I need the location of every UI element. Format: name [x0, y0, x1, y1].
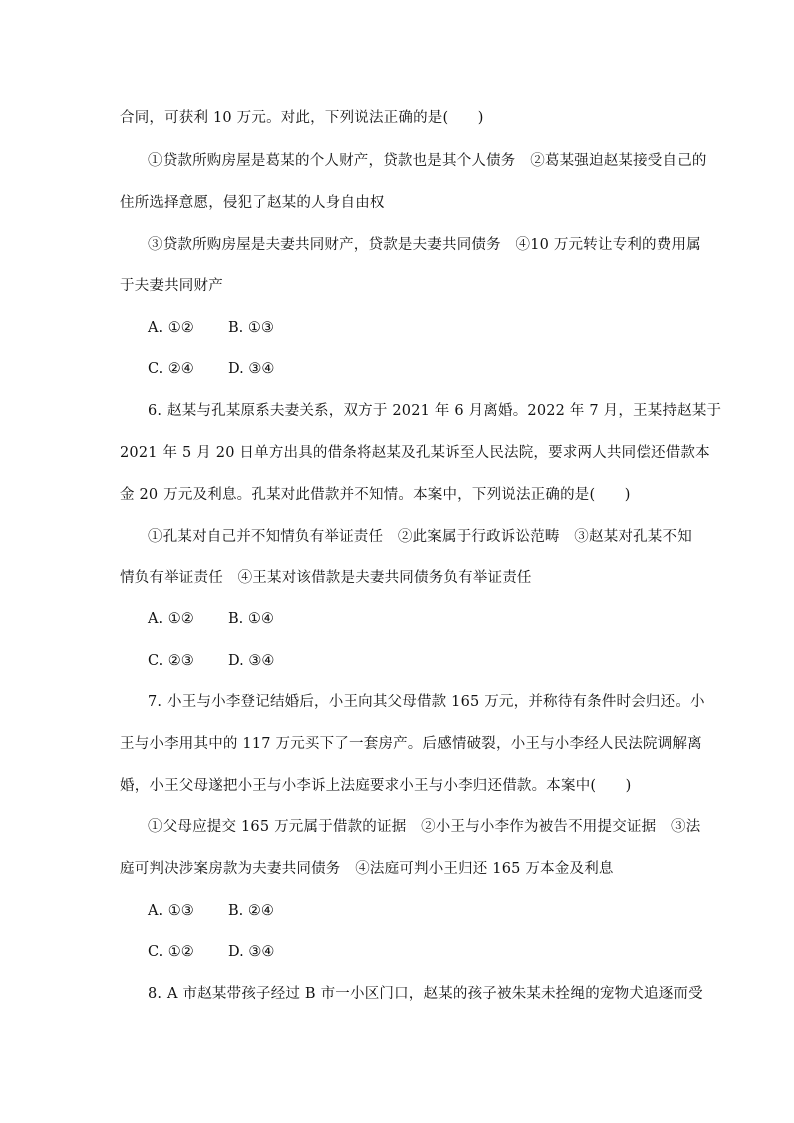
option-d: D. ③④ [228, 361, 275, 377]
option-a: A. ①② [148, 320, 194, 336]
option-c: C. ①② [148, 944, 194, 960]
question-6-text: 6. 赵某与孔某原系夫妻关系，双方于 2021 年 6 月离婚。2022 年 7 月，王某持赵某于 [148, 403, 722, 419]
statements-line: 庭可判决涉案房款为夫妻共同债务 ④法庭可判小王归还 165 万本金及利息 [120, 861, 614, 877]
options-row [148, 651, 308, 671]
options-row [148, 901, 308, 921]
question-6-text: 金 20 万元及利息。孔某对此借款并不知情。本案中，下列说法正确的是( ) [120, 487, 631, 503]
statements-line: 情负有举证责任 ④王某对该借款是夫妻共同债务负有举证责任 [120, 570, 532, 586]
statements-line: ①孔某对自己并不知情负有举证责任 ②此案属于行政诉讼范畴 ③赵某对孔某不知 [148, 529, 692, 545]
statements-line: ③贷款所购房屋是夫妻共同财产，贷款是夫妻共同债务 ④10 万元转让专利的费用属 [148, 237, 701, 253]
options-row [148, 318, 308, 338]
option-a: A. ①③ [148, 903, 194, 919]
option-b: B. ①④ [228, 611, 274, 627]
question-7-text: 王与小李用其中的 117 万元买下了一套房产。后感情破裂，小王与小李经人民法院调解离 [120, 736, 702, 752]
option-d: D. ③④ [228, 944, 275, 960]
statements-line: ①贷款所购房屋是葛某的个人财产，贷款也是其个人债务 ②葛某强迫赵某接受自己的 [148, 153, 707, 169]
option-a: A. ①② [148, 611, 194, 627]
statements-line: 于夫妻共同财产 [120, 278, 223, 294]
question-7-text: 婚，小王父母遂把小王与小李诉上法庭要求小王与小李归还借款。本案中( ) [120, 778, 632, 794]
option-b: B. ①③ [228, 320, 274, 336]
options-row [148, 609, 308, 629]
option-c: C. ②④ [148, 361, 194, 377]
option-d: D. ③④ [228, 653, 275, 669]
statements-line: ①父母应提交 165 万元属于借款的证据 ②小王与小李作为被告不用提交证据 ③法 [148, 819, 701, 835]
options-row [148, 942, 308, 962]
option-c: C. ②③ [148, 653, 194, 669]
options-row [148, 359, 308, 379]
question-8-text: 8. A 市赵某带孩子经过 B 市一小区门口，赵某的孩子被朱某未拴绳的宠物犬追逐而受 [148, 986, 703, 1002]
question-continuation-text: 合同，可获利 10 万元。对此，下列说法正确的是( ) [120, 110, 484, 126]
statements-line: 住所选择意愿，侵犯了赵某的人身自由权 [120, 195, 385, 211]
question-6-text: 2021 年 5 月 20 日单方出具的借条将赵某及孔某诉至人民法院，要求两人共同偿还借款本 [120, 445, 710, 461]
option-b: B. ②④ [228, 903, 274, 919]
question-7-text: 7. 小王与小李登记结婚后，小王向其父母借款 165 万元，并称待有条件时会归还。小 [148, 694, 705, 710]
